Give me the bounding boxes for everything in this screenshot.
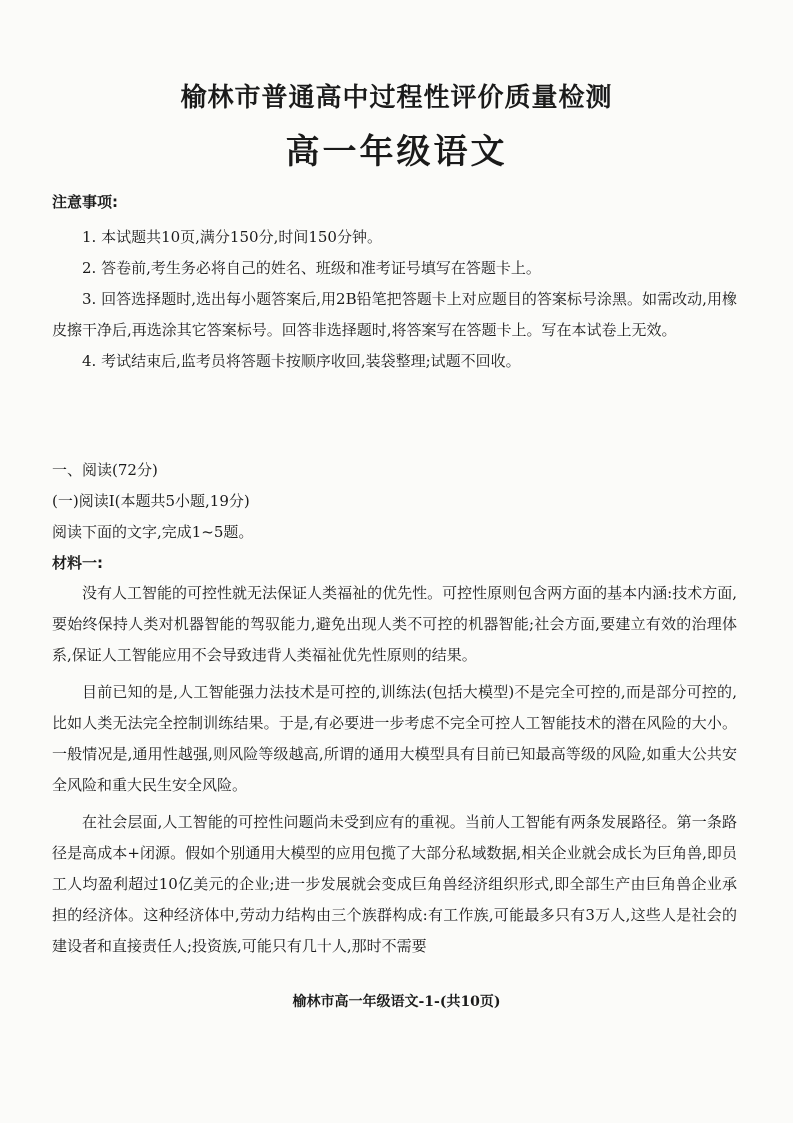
notice-item: 2. 答卷前,考生务必将自己的姓名、班级和准考证号填写在答题卡上。 [82, 259, 541, 277]
notice-item: 1. 本试题共10页,满分150分,时间150分钟。 [82, 228, 382, 246]
section-title: 一、阅读(72分) [52, 461, 158, 479]
body-paragraph: 在社会层面,人工智能的可控性问题尚未受到应有的重视。当前人工智能有两条发展路径。第一条路径是高成本+闭源。假如个别通用大模型的应用包揽了大部分私域数据,相关企业就会成长为巨角兽,即员工人均盈利超过10亿美元的企业;进一步发展就会变成巨角兽经济组织形式,即全部生产由巨角兽企业承担的经济体。这种经济体中,劳动力结构由三个族群构成:有工作族,可能最多只有3万人,这些人是社会的建设者和直接责任人;投资族,可能只有几十人,那时不需要 [52, 813, 737, 955]
page-footer: 榆林市高一年级语文-1-(共10页) [292, 994, 501, 1010]
notice-item: 4. 考试结束后,监考员将答题卡按顺序收回,装袋整理;试题不回收。 [82, 352, 521, 370]
notice-heading: 注意事项: [52, 193, 118, 211]
body-paragraph: 目前已知的是,人工智能强力法技术是可控的,训练法(包括大模型)不是完全可控的,而是部分可控的,比如人类无法完全控制训练结果。于是,有必要进一步考虑不完全可控人工智能技术的潜在风险的大小。一般情况是,通用性越强,则风险等级越高,所谓的通用大模型具有目前已知最高等级的风险,如重大公共安全风险和重大民生安全风险。 [52, 683, 737, 794]
reading-section-header [52, 455, 737, 579]
material-label: 材料一: [52, 554, 103, 572]
reading-instruction: 阅读下面的文字,完成1~5题。 [52, 523, 254, 541]
material-text [52, 578, 737, 968]
subsection-title: (一)阅读Ⅰ(本题共5小题,19分) [52, 492, 250, 510]
notice-list [52, 222, 737, 377]
exam-subject-title: 高一年级语文 [285, 132, 508, 172]
notice-item: 3. 回答选择题时,选出每小题答案后,用2B铅笔把答题卡上对应题目的答案标号涂黑。如需改动,用橡皮擦干净后,再选涂其它答案标号。回答非选择题时,将答案写在答题卡上。写在本试卷上无效。 [52, 290, 737, 339]
body-paragraph: 没有人工智能的可控性就无法保证人类福祉的优先性。可控性原则包含两方面的基本内涵:技术方面,要始终保持人类对机器智能的驾驭能力,避免出现人类不可控的机器智能;社会方面,要建立有效的治理体系,保证人工智能应用不会导致违背人类福祉优先性原则的结果。 [52, 584, 737, 664]
exam-title: 榆林市普通高中过程性评价质量检测 [180, 83, 613, 113]
